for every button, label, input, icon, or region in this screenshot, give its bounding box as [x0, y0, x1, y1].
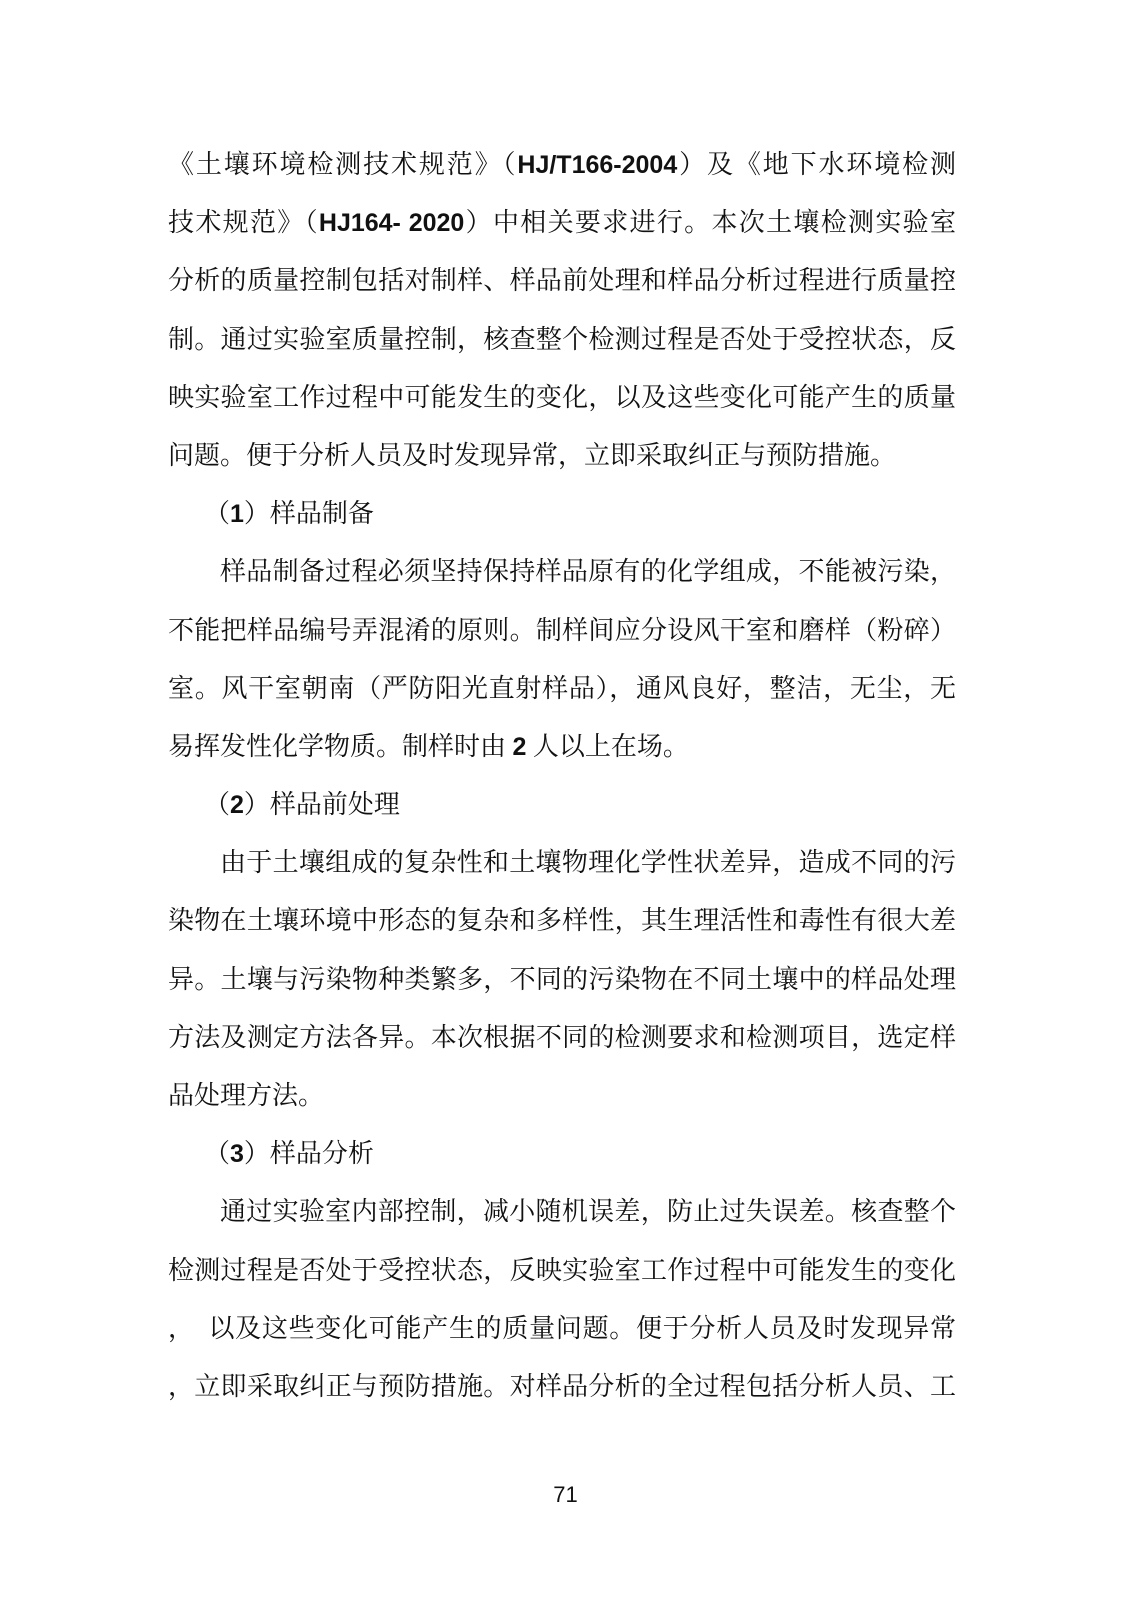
- text-line: 制。通过实验室质量控制，核查整个检测过程是否处于受控状态，反: [168, 324, 956, 354]
- text-line: 由于土壤组成的复杂性和土壤物理化学性状差异，造成不同的污: [220, 848, 956, 878]
- text-line: 分析的质量控制包括对制样、样品前处理和样品分析过程进行质量控: [168, 266, 956, 296]
- text-line: 染物在土壤环境中形态的复杂和多样性，其生理活性和毒性有很大差: [168, 906, 956, 936]
- text-line: 方法及测定方法各异。本次根据不同的检测要求和检测项目，选定样: [168, 1022, 956, 1052]
- text-line: 问题。便于分析人员及时发现异常，立即采取纠正与预防措施。: [168, 440, 897, 470]
- text-line: 易挥发性化学物质。制样时由 2 人以上在场。: [168, 731, 689, 761]
- text-line: （2）样品前处理: [204, 790, 400, 820]
- latin-text: 3: [230, 1140, 244, 1169]
- text-line: ， 以及这些变化可能产生的质量问题。便于分析人员及时发现异常: [168, 1313, 956, 1343]
- latin-text: 2: [230, 791, 244, 820]
- text-line: 异。土壤与污染物种类繁多，不同的污染物在不同土壤中的样品处理: [168, 964, 956, 994]
- text-line: 不能把样品编号弄混淆的原则。制样间应分设风干室和磨样（粉碎）: [168, 615, 956, 645]
- document-body: [168, 136, 956, 1416]
- text-line: ，立即采取纠正与预防措施。对样品分析的全过程包括分析人员、工: [168, 1371, 956, 1401]
- text-line: 室。风干室朝南（严防阳光直射样品），通风良好，整洁，无尘，无: [168, 673, 956, 703]
- text-line: 品处理方法。: [168, 1081, 325, 1110]
- latin-text: HJ/T166-2004: [517, 151, 678, 179]
- text-line: 通过实验室内部控制，减小随机误差，防止过失误差。核查整个: [220, 1197, 956, 1227]
- text-line: 《土壤环境检测技术规范》（HJ/T166-2004）及《地下水环境检测: [168, 150, 956, 179]
- latin-text: 2: [512, 732, 527, 761]
- text-line: （1）样品制备: [204, 499, 374, 529]
- page-number: 71: [553, 1482, 578, 1507]
- text-line: 技术规范》（HJ164- 2020）中相关要求进行。本次土壤检测实验室: [168, 208, 956, 238]
- text-line: 检测过程是否处于受控状态，反映实验室工作过程中可能发生的变化: [168, 1255, 956, 1285]
- text-line: 样品制备过程必须坚持保持样品原有的化学组成，不能被污染，: [220, 557, 956, 587]
- text-line: 映实验室工作过程中可能发生的变化，以及这些变化可能产生的质量: [168, 382, 956, 412]
- latin-text: 1: [230, 500, 244, 529]
- latin-text: 2020: [408, 209, 465, 238]
- text-line: （3）样品分析: [204, 1139, 374, 1169]
- latin-text: HJ164-: [318, 209, 401, 238]
